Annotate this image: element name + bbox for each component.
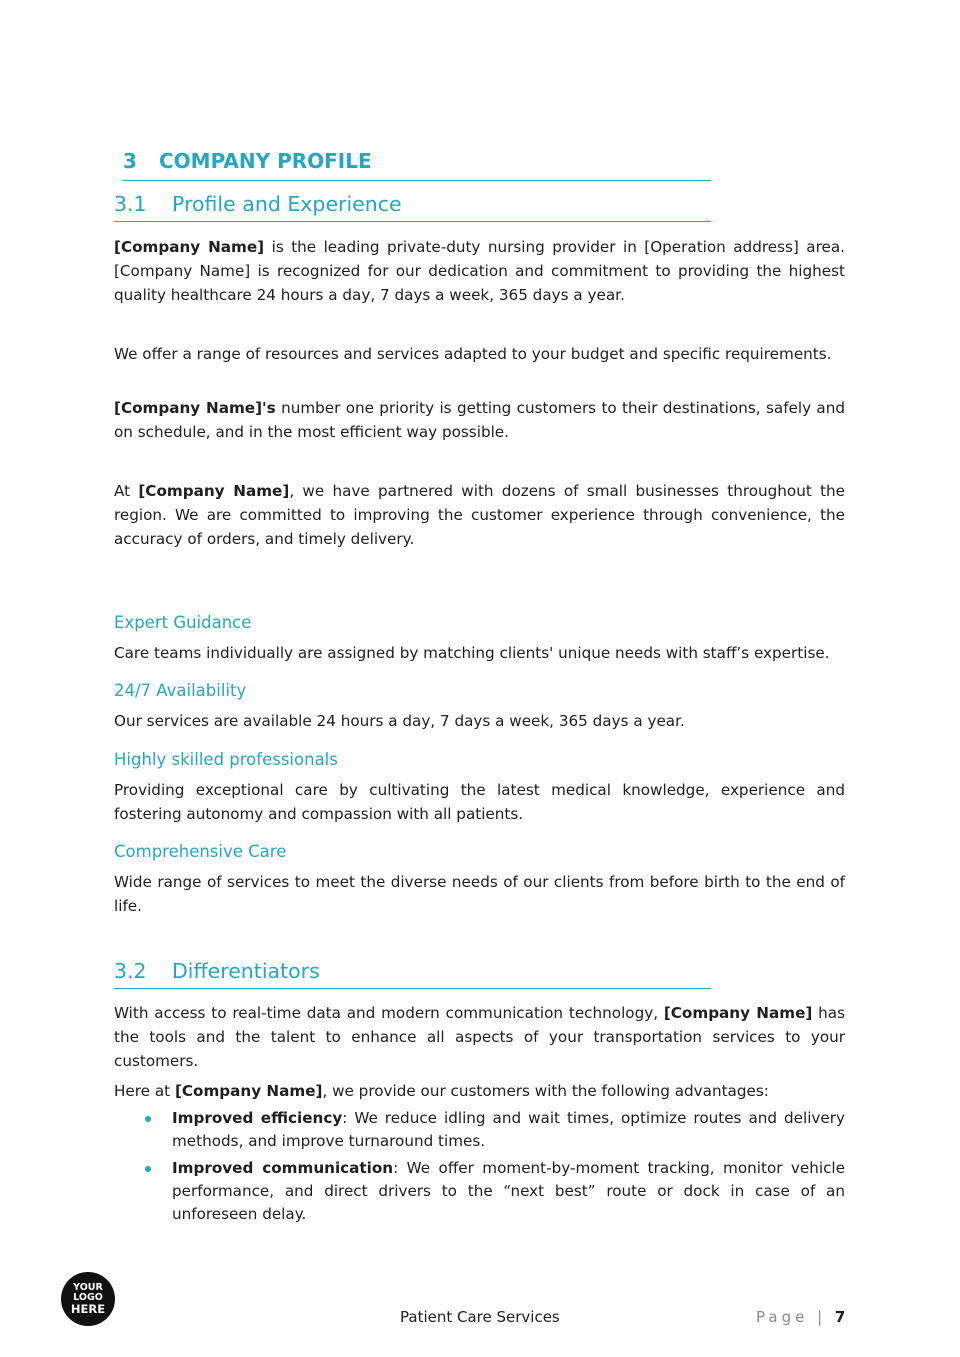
paragraph-text: is the leading private-duty nursing provider in [Operation address] area. [Company Name] is recognized for our dedication and commitment to providing the highest quality healthcare 24 hours a day, 7 days a week, 365 days a year. — [114, 238, 846, 304]
company-name: [Company Name] — [138, 482, 290, 500]
paragraph-text: number one priority is getting customers to their destinations, safely and on schedule, and in the most efficient way possible. — [114, 399, 846, 441]
feature-text: Care teams individually are assigned by matching clients' unique needs with staff’s expertise. — [114, 644, 830, 662]
subsection-title: Profile and Experience — [172, 192, 402, 216]
paragraph-resources — [114, 342, 845, 366]
company-name: [Company Name]'s — [114, 399, 276, 417]
company-name: [Company Name] — [114, 238, 265, 256]
list-item-title: Improved communication — [172, 1159, 394, 1177]
list-item — [114, 1157, 845, 1226]
page-number: 7 — [834, 1308, 846, 1326]
feature-text: Wide range of services to meet the diverse needs of our clients from before birth to the end of life. — [114, 873, 845, 915]
feature-heading: Highly skilled professionals — [114, 750, 338, 769]
bullet-icon — [145, 1116, 151, 1122]
logo-text: HERE — [70, 1302, 106, 1316]
subsection-number: 3.1 — [114, 192, 147, 216]
paragraph-technology — [114, 1001, 845, 1073]
paragraph-text: We offer a range of resources and services adapted to your budget and specific requirements. — [114, 345, 832, 363]
subsection-heading-profile — [114, 192, 711, 222]
advantages-list — [114, 1107, 845, 1230]
paragraph-priority — [114, 396, 845, 444]
list-item-text: : We reduce idling and wait times, optimize routes and delivery methods, and improve turnaround times. — [172, 1109, 845, 1150]
company-name: [Company Name] — [663, 1004, 813, 1022]
feature-text: Our services are available 24 hours a day, 7 days a week, 365 days a year. — [114, 712, 685, 730]
paragraph-text: , we have partnered with dozens of small businesses throughout the region. We are committed to improving the customer experience through convenience, the accuracy of orders, and timely delivery. — [114, 482, 845, 548]
list-item-text: : We offer moment-by-moment tracking, monitor vehicle performance, and direct drivers to the “next best” route or dock in case of an unforeseen delay. — [172, 1159, 845, 1223]
paragraph-advantages — [114, 1079, 845, 1103]
bullet-icon — [145, 1166, 151, 1172]
paragraph-partners — [114, 479, 845, 551]
feature-text: Providing exceptional care by cultivating the latest medical knowledge, experience and fostering autonomy and compassion with all patients. — [114, 781, 845, 823]
logo-text: YOUR — [73, 1282, 103, 1293]
paragraph-text: has the tools and the talent to enhance all aspects of your transportation services to your customers. — [114, 1004, 845, 1070]
section-number: 3 — [123, 149, 137, 173]
company-logo — [61, 1272, 115, 1326]
page-label: Page | — [756, 1308, 827, 1326]
feature-heading: Comprehensive Care — [114, 842, 287, 861]
section-title: COMPANY PROFILE — [159, 149, 372, 173]
paragraph-intro — [114, 235, 845, 307]
subsection-number: 3.2 — [114, 959, 147, 983]
section-heading — [123, 149, 711, 181]
company-name: [Company Name] — [174, 1082, 323, 1100]
paragraph-text: , we provide our customers with the following advantages: — [322, 1082, 769, 1100]
list-item-title: Improved efficiency — [172, 1109, 343, 1127]
list-item — [114, 1107, 845, 1153]
paragraph-text: Here at — [114, 1082, 175, 1100]
subsection-heading-differentiators — [114, 959, 711, 989]
footer-title: Patient Care Services — [400, 1308, 560, 1326]
logo-text: LOGO — [73, 1292, 103, 1303]
subsection-title: Differentiators — [172, 959, 320, 983]
paragraph-text: At — [114, 482, 139, 500]
paragraph-text: With access to real-time data and modern communication technology, — [114, 1004, 664, 1022]
footer-page-number — [756, 1308, 845, 1326]
feature-heading: 24/7 Availability — [114, 681, 247, 700]
feature-heading: Expert Guidance — [114, 613, 252, 632]
